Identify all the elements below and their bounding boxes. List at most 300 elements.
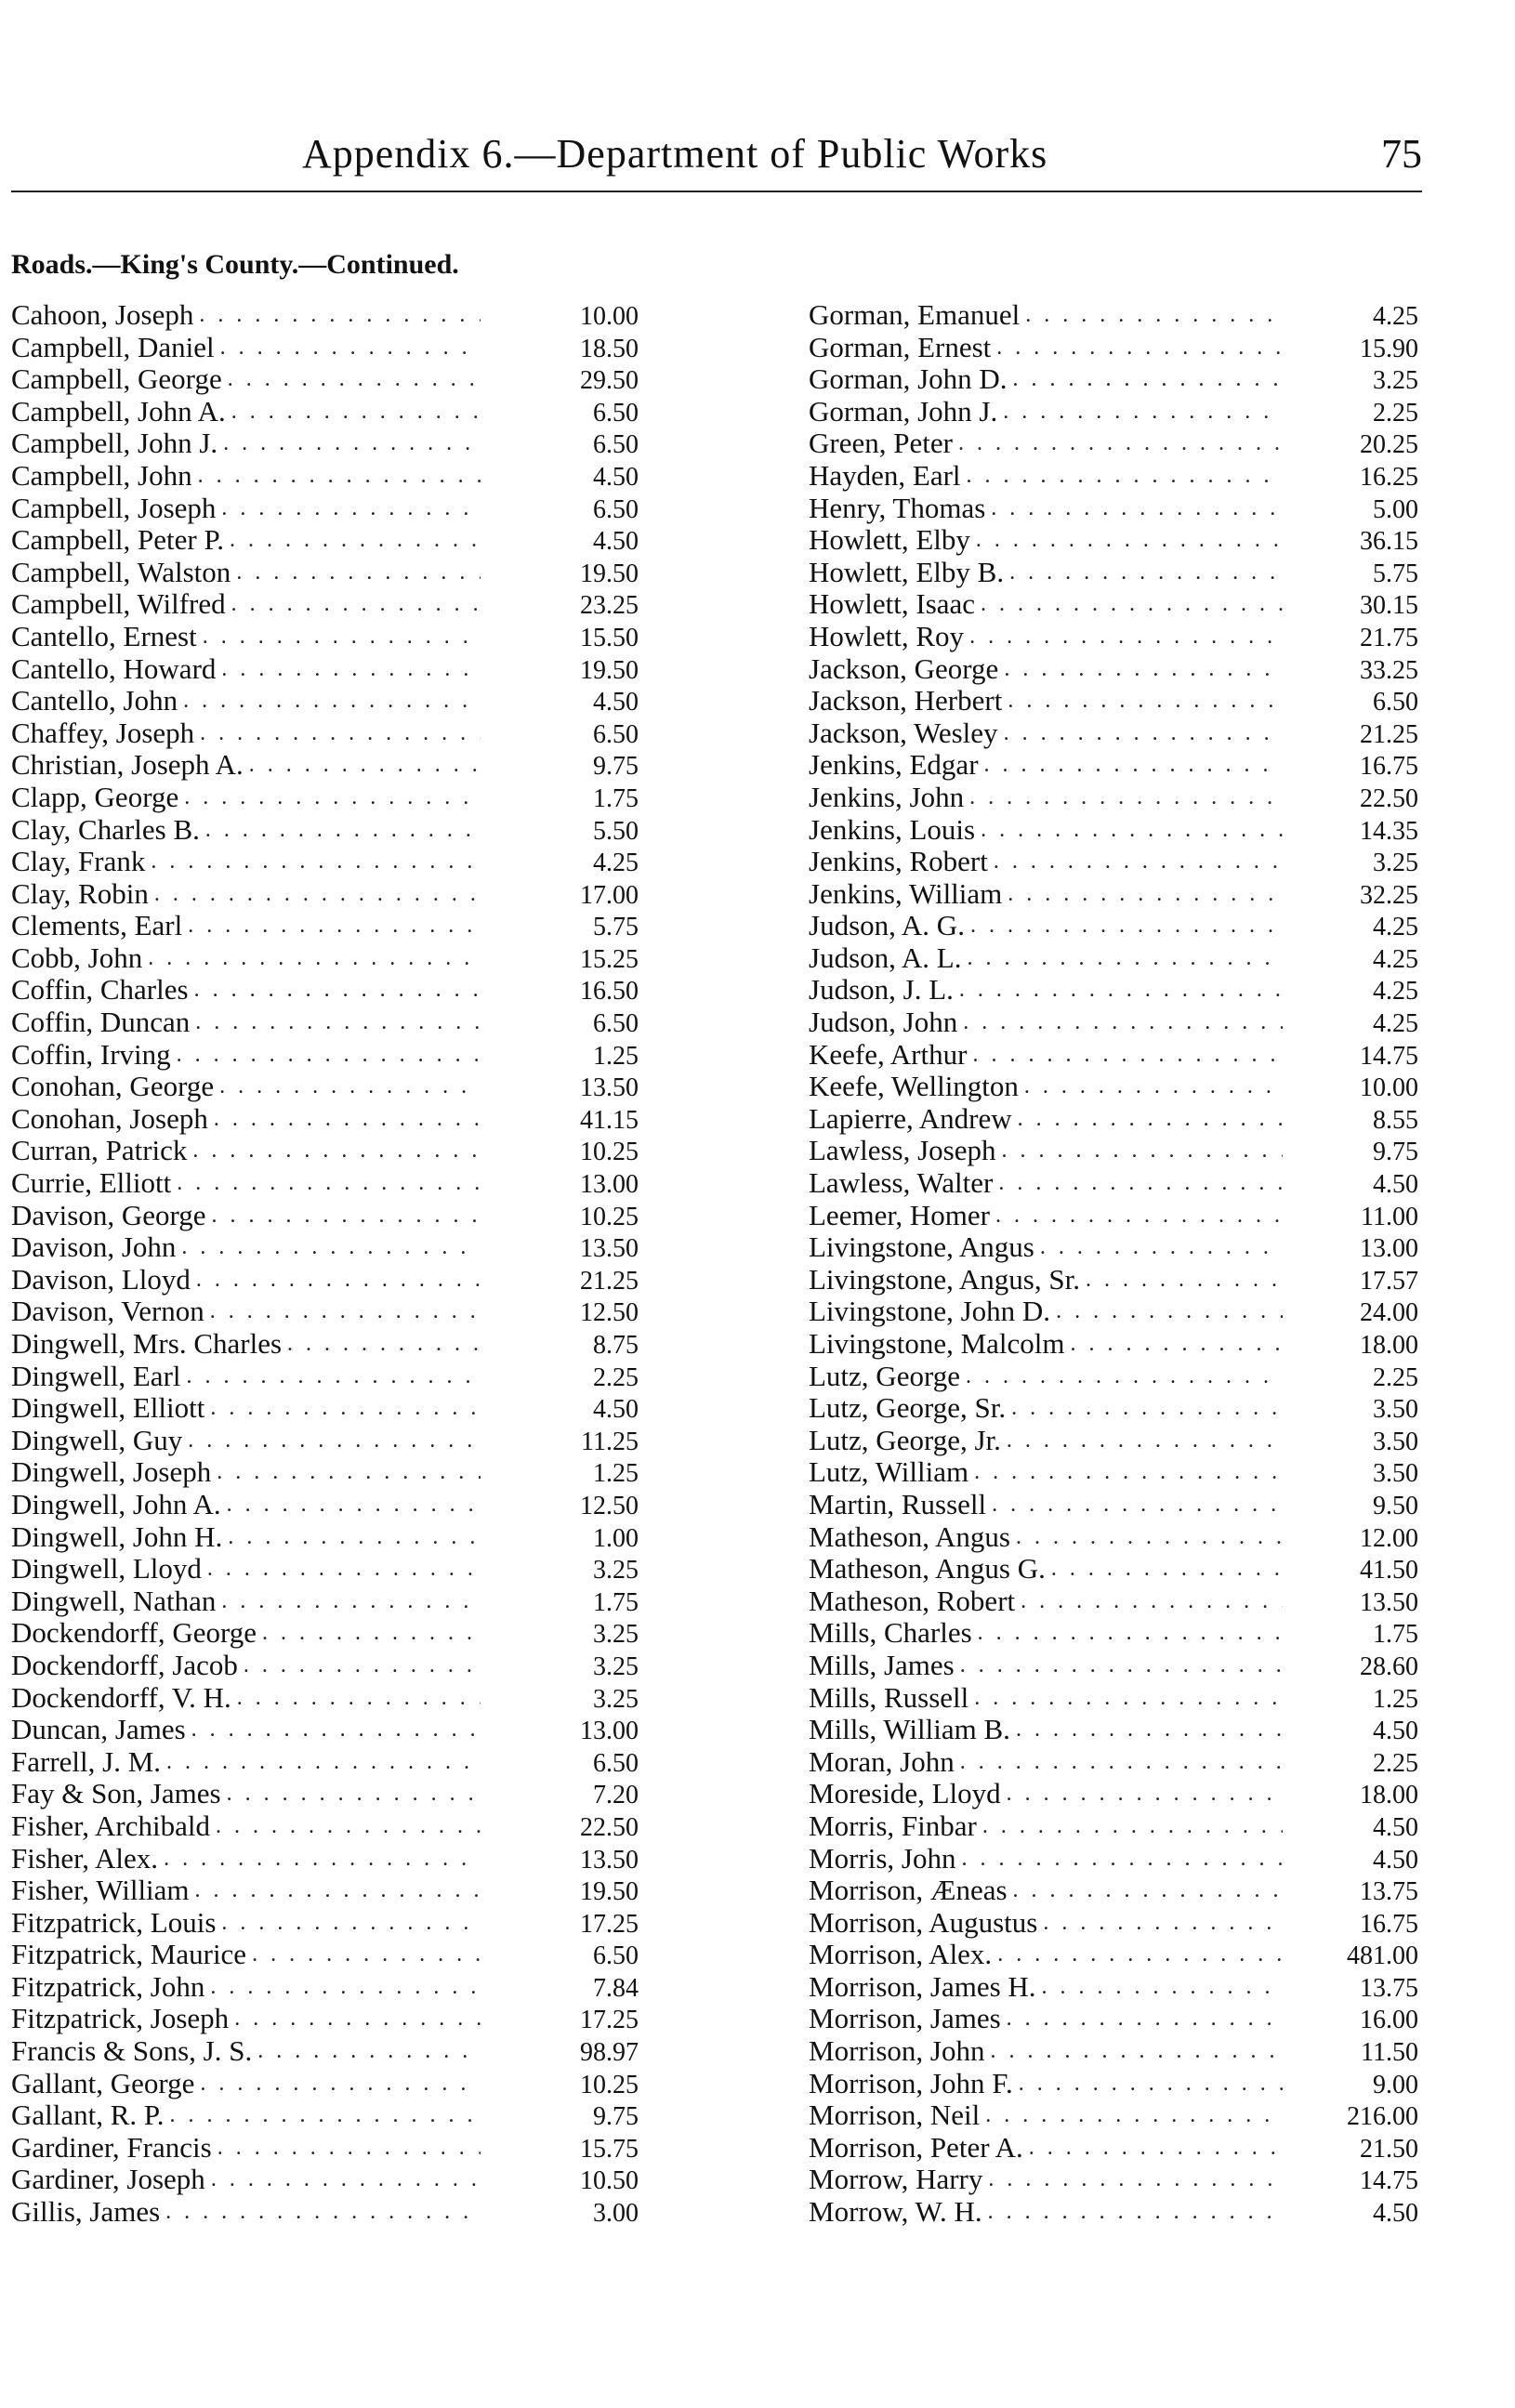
payee-name: Cobb, John — [11, 941, 143, 974]
list-item — [809, 1714, 1418, 1746]
payee-name: Coffin, Duncan — [11, 1006, 191, 1039]
payment-amount: 18.50 — [580, 334, 639, 363]
payment-amount: 41.15 — [580, 1105, 639, 1135]
name-leader — [809, 1296, 1283, 1328]
list-item — [11, 717, 643, 750]
dot-leader — [287, 1328, 481, 1361]
name-leader — [11, 717, 481, 750]
list-item — [809, 1907, 1418, 1940]
payee-name: Moreside, Lloyd — [809, 1777, 1001, 1810]
payment-amount: 16.00 — [1360, 2006, 1418, 2035]
payment-amount: 1.00 — [593, 1523, 639, 1553]
payment-amount: 15.75 — [580, 2134, 639, 2164]
payee-name: Gallant, R. P. — [11, 2099, 165, 2132]
payment-amount: 17.00 — [580, 880, 639, 910]
payee-name: Campbell, Joseph — [11, 491, 217, 524]
dot-leader — [244, 1650, 481, 1682]
dot-leader — [984, 749, 1283, 782]
name-leader — [809, 910, 1283, 942]
name-leader — [809, 1328, 1283, 1361]
payment-amount: 9.75 — [1373, 1138, 1418, 1167]
payee-name: Green, Peter — [809, 427, 953, 460]
list-item — [11, 910, 643, 942]
payee-name: Howlett, Roy — [809, 619, 965, 652]
list-item — [11, 1167, 643, 1200]
payment-amount: 5.75 — [593, 913, 639, 942]
payee-name: Keefe, Wellington — [809, 1070, 1019, 1103]
dot-leader — [1016, 1521, 1283, 1554]
dot-leader — [1056, 1296, 1283, 1328]
dot-leader — [997, 1939, 1283, 1971]
dot-leader — [219, 1071, 481, 1103]
payment-amount: 9.75 — [593, 752, 639, 782]
list-item — [809, 2164, 1418, 2196]
payment-amount: 4.50 — [593, 688, 639, 717]
payee-name: Davison, John — [11, 1230, 177, 1264]
dot-leader — [228, 1521, 481, 1554]
name-leader — [809, 1746, 1283, 1779]
name-leader — [809, 1200, 1283, 1232]
dot-leader — [990, 2035, 1283, 2068]
dot-leader — [257, 2035, 481, 2068]
dot-leader — [177, 1039, 481, 1072]
name-leader — [809, 653, 1283, 686]
list-item — [809, 1971, 1418, 2004]
list-item — [809, 2035, 1418, 2068]
payment-amount: 9.00 — [1373, 2070, 1418, 2099]
dot-leader — [217, 2132, 481, 2165]
payment-amount: 6.50 — [1373, 688, 1418, 717]
name-leader — [11, 1039, 481, 1072]
list-item — [11, 363, 643, 396]
name-leader — [809, 1521, 1283, 1554]
payee-name: Conohan, Joseph — [11, 1101, 208, 1135]
list-item — [11, 1231, 643, 1264]
name-leader — [809, 685, 1283, 717]
dot-leader — [217, 1456, 481, 1489]
list-item — [11, 974, 643, 1007]
dot-leader — [995, 1200, 1283, 1232]
list-item — [11, 2164, 643, 2196]
name-leader — [809, 1714, 1283, 1746]
dot-leader — [212, 1200, 481, 1232]
payment-amount: 4.25 — [1373, 977, 1418, 1007]
dot-leader — [230, 524, 481, 557]
payee-name: Moran, John — [809, 1744, 955, 1778]
name-leader — [11, 1200, 481, 1232]
payee-name: Campbell, Walston — [11, 555, 231, 588]
dot-leader — [974, 1456, 1283, 1489]
dot-leader — [196, 1264, 481, 1296]
payee-name: Mills, William B. — [809, 1713, 1010, 1746]
name-leader — [11, 1231, 481, 1264]
dot-leader — [1021, 1586, 1283, 1618]
payment-amount: 481.00 — [1347, 1941, 1418, 1971]
list-item — [809, 1231, 1418, 1264]
name-leader — [11, 621, 481, 653]
name-leader — [11, 1135, 481, 1167]
dot-leader — [231, 396, 481, 428]
name-leader — [809, 396, 1283, 428]
list-item — [809, 1746, 1418, 1779]
payee-name: Livingstone, Malcolm — [809, 1327, 1065, 1360]
name-leader — [11, 1843, 481, 1875]
dot-leader — [177, 1167, 481, 1200]
name-leader — [809, 460, 1283, 493]
list-item — [11, 2035, 643, 2068]
list-item — [11, 332, 643, 364]
name-leader — [11, 2132, 481, 2165]
name-leader — [809, 1553, 1283, 1586]
payee-name: Dingwell, Mrs. Charles — [11, 1327, 283, 1360]
payee-name: Gallant, George — [11, 2066, 195, 2099]
dot-leader — [958, 428, 1283, 460]
list-item — [11, 1456, 643, 1489]
name-leader — [809, 1875, 1283, 1907]
name-leader — [809, 621, 1283, 653]
dot-leader — [1016, 1714, 1283, 1746]
list-item — [11, 588, 643, 621]
section-title: Roads.—King's County.—Continued. — [11, 249, 459, 280]
payment-amount: 4.50 — [593, 1395, 639, 1425]
name-leader — [11, 685, 481, 717]
payee-name: Cantello, John — [11, 684, 178, 717]
name-leader — [11, 2068, 481, 2100]
name-leader — [809, 2099, 1283, 2132]
name-leader — [11, 1875, 481, 1907]
payment-amount: 11.25 — [581, 1427, 639, 1456]
dot-leader — [970, 910, 1283, 942]
list-item — [11, 1553, 643, 1586]
name-leader — [809, 1939, 1283, 1971]
name-leader — [11, 1167, 481, 1200]
payee-name: Livingstone, Angus, Sr. — [809, 1262, 1080, 1296]
payee-name: Gorman, John D. — [809, 362, 1008, 396]
payee-name: Campbell, John A. — [11, 394, 226, 428]
payee-name: Morrison, Peter A. — [809, 2130, 1023, 2164]
dot-leader — [203, 621, 481, 653]
payment-amount: 20.25 — [1360, 430, 1418, 460]
payment-amount: 1.75 — [1373, 1620, 1418, 1650]
payee-name: Gorman, Emanuel — [809, 298, 1021, 331]
dot-leader — [1042, 1971, 1283, 2004]
list-item — [11, 557, 643, 589]
list-item — [809, 1875, 1418, 1907]
payment-amount: 1.25 — [593, 1459, 639, 1489]
payee-name: Martin, Russell — [809, 1487, 987, 1520]
dot-leader — [154, 878, 481, 911]
name-leader — [11, 846, 481, 878]
payment-amount: 9.50 — [1373, 1491, 1418, 1520]
payment-amount: 8.75 — [593, 1331, 639, 1360]
dot-leader — [195, 1875, 481, 1907]
name-leader — [11, 524, 481, 557]
payment-amount: 98.97 — [580, 2038, 639, 2068]
list-item — [809, 1521, 1418, 1554]
dot-leader — [216, 1810, 481, 1843]
payee-name: Howlett, Elby B. — [809, 555, 1005, 588]
name-leader — [809, 1682, 1283, 1715]
name-leader — [11, 557, 481, 589]
payment-amount: 12.00 — [1360, 1523, 1418, 1553]
list-item — [11, 2196, 643, 2229]
list-item — [809, 974, 1418, 1007]
name-leader — [11, 1553, 481, 1586]
payee-name: Dingwell, Earl — [11, 1359, 181, 1392]
name-leader — [809, 1778, 1283, 1810]
dot-leader — [237, 1682, 481, 1715]
list-item — [809, 1489, 1418, 1521]
list-item — [11, 2132, 643, 2165]
list-item — [809, 588, 1418, 621]
payee-name: Conohan, George — [11, 1070, 215, 1103]
payee-name: Lawless, Joseph — [809, 1134, 996, 1167]
payee-name: Henry, Thomas — [809, 491, 986, 524]
dot-leader — [221, 1586, 481, 1618]
payment-amount: 17.25 — [580, 1909, 639, 1939]
list-item — [11, 1007, 643, 1039]
payee-name: Clay, Charles B. — [11, 812, 200, 846]
name-leader — [809, 942, 1283, 975]
payment-amount: 12.50 — [580, 1298, 639, 1328]
payment-amount: 21.25 — [1360, 719, 1418, 749]
name-leader — [809, 1135, 1283, 1167]
payment-amount: 10.25 — [580, 1138, 639, 1167]
payment-amount: 4.25 — [1373, 1009, 1418, 1039]
payment-amount: 3.25 — [593, 1684, 639, 1714]
name-leader — [809, 1810, 1283, 1843]
list-item — [11, 1425, 643, 1457]
payment-amount: 33.25 — [1360, 655, 1418, 685]
payee-name: Fitzpatrick, Louis — [11, 1905, 217, 1939]
list-item — [809, 1843, 1418, 1875]
list-item — [809, 1586, 1418, 1618]
name-leader — [11, 1103, 481, 1136]
list-item — [11, 1714, 643, 1746]
payee-name: Fitzpatrick, Joseph — [11, 2002, 230, 2035]
list-item — [11, 846, 643, 878]
name-leader — [809, 1456, 1283, 1489]
dot-leader — [181, 1231, 481, 1264]
list-item — [809, 1103, 1418, 1136]
dot-leader — [210, 1971, 481, 2004]
dot-leader — [1007, 1425, 1283, 1457]
name-leader — [809, 1071, 1283, 1103]
payee-name: Mills, Russell — [809, 1680, 969, 1714]
dot-leader — [988, 2164, 1283, 2196]
dot-leader — [205, 814, 481, 847]
payment-amount: 10.50 — [580, 2166, 639, 2196]
name-leader — [809, 2196, 1283, 2229]
payee-name: Howlett, Elby — [809, 523, 970, 557]
payment-amount: 11.00 — [1361, 1202, 1418, 1231]
payee-name: Jackson, George — [809, 651, 999, 685]
name-leader — [809, 2035, 1283, 2068]
name-leader — [11, 2035, 481, 2068]
list-item — [809, 878, 1418, 911]
name-leader — [11, 1456, 481, 1489]
name-leader — [809, 749, 1283, 782]
list-item — [11, 2068, 643, 2100]
name-leader — [11, 1810, 481, 1843]
payee-name: Morris, Finbar — [809, 1809, 977, 1842]
dot-leader — [981, 588, 1283, 621]
name-leader — [809, 524, 1283, 557]
list-item — [809, 1778, 1418, 1810]
payee-name: Jackson, Wesley — [809, 716, 998, 749]
payee-name: Coffin, Irving — [11, 1037, 171, 1071]
dot-leader — [967, 460, 1283, 493]
list-item — [11, 1135, 643, 1167]
dot-leader — [1008, 685, 1283, 717]
dot-leader — [214, 1103, 481, 1136]
payee-name: Cantello, Ernest — [11, 619, 197, 652]
name-leader — [11, 428, 481, 460]
name-leader — [11, 588, 481, 621]
payee-name: Jenkins, Edgar — [809, 748, 979, 782]
payee-name: Judson, A. G. — [809, 909, 965, 942]
payee-name: Clay, Frank — [11, 845, 146, 878]
payment-amount: 13.50 — [580, 1845, 639, 1875]
list-item — [11, 1361, 643, 1393]
payee-name: Jenkins, John — [809, 780, 965, 813]
payee-name: Morrison, James — [809, 2002, 1001, 2035]
name-leader — [809, 493, 1283, 525]
name-leader — [11, 1521, 481, 1554]
list-item — [11, 1328, 643, 1361]
payment-amount: 24.00 — [1360, 1298, 1418, 1328]
payee-name: Clay, Robin — [11, 876, 149, 910]
payment-amount: 13.50 — [580, 1234, 639, 1264]
name-leader — [809, 1971, 1283, 2004]
list-item — [11, 1521, 643, 1554]
payee-name: Dingwell, Guy — [11, 1423, 183, 1456]
name-leader — [11, 814, 481, 847]
dot-leader — [981, 814, 1283, 847]
list-item — [809, 653, 1418, 686]
name-leader — [809, 299, 1283, 332]
dot-leader — [1019, 2068, 1283, 2100]
payee-name: Judson, John — [809, 1006, 958, 1039]
payee-name: Dingwell, John A. — [11, 1487, 221, 1520]
name-leader — [11, 1264, 481, 1296]
list-item — [11, 1617, 643, 1650]
payment-amount: 4.25 — [1373, 944, 1418, 974]
dot-leader — [234, 2003, 481, 2035]
name-leader — [809, 878, 1283, 911]
list-item — [11, 1039, 643, 1072]
list-item — [809, 1553, 1418, 1586]
dot-leader — [1003, 396, 1283, 428]
payment-amount: 13.75 — [1360, 1877, 1418, 1907]
dot-leader — [221, 1907, 481, 1940]
list-item — [809, 363, 1418, 396]
payment-amount: 11.50 — [1361, 2038, 1418, 2068]
payee-name: Morrison, John — [809, 2034, 985, 2068]
payment-amount: 21.25 — [580, 1266, 639, 1296]
dot-leader — [994, 846, 1283, 878]
payee-name: Gorman, John J. — [809, 394, 998, 428]
list-item — [11, 1682, 643, 1715]
list-item — [809, 1939, 1418, 1971]
dot-leader — [191, 1714, 481, 1746]
list-item — [11, 749, 643, 782]
payment-amount: 16.50 — [580, 977, 639, 1007]
name-leader — [809, 1650, 1283, 1682]
list-item — [809, 2003, 1418, 2035]
payee-name: Duncan, James — [11, 1713, 186, 1746]
dot-leader — [183, 685, 481, 717]
payment-amount: 216.00 — [1347, 2102, 1418, 2132]
dot-leader — [1004, 717, 1283, 750]
list-item — [11, 878, 643, 911]
list-item — [809, 557, 1418, 589]
payee-name: Farrell, J. M. — [11, 1744, 162, 1778]
name-leader — [809, 1392, 1283, 1425]
list-item — [11, 1875, 643, 1907]
name-leader — [11, 974, 481, 1007]
name-leader — [809, 2003, 1283, 2035]
dot-leader — [974, 1682, 1283, 1715]
list-item — [11, 942, 643, 975]
dot-leader — [972, 1039, 1283, 1072]
dot-leader — [960, 1650, 1283, 1682]
name-leader — [809, 814, 1283, 847]
list-item — [809, 814, 1418, 847]
payee-name: Lapierre, Andrew — [809, 1101, 1012, 1135]
payment-amount: 6.50 — [593, 1009, 639, 1039]
dot-leader — [188, 910, 481, 942]
dot-leader — [1071, 1328, 1283, 1361]
payment-amount: 2.25 — [1373, 398, 1418, 428]
dot-leader — [184, 782, 481, 814]
payee-name: Davison, Vernon — [11, 1295, 204, 1328]
list-item — [11, 1264, 643, 1296]
page-header — [0, 130, 1422, 186]
payee-name: Cahoon, Joseph — [11, 298, 194, 331]
list-item — [809, 1007, 1418, 1039]
dot-leader — [192, 1135, 481, 1167]
payee-name: Keefe, Arthur — [809, 1037, 968, 1071]
list-item — [809, 782, 1418, 814]
list-item — [11, 1586, 643, 1618]
payment-amount: 4.25 — [1373, 302, 1418, 331]
dot-leader — [1008, 878, 1283, 911]
dot-leader — [223, 428, 481, 460]
list-item — [809, 1810, 1418, 1843]
payment-amount: 10.25 — [580, 2070, 639, 2099]
payment-amount: 4.50 — [1373, 1812, 1418, 1842]
list-item — [809, 1167, 1418, 1200]
dot-leader — [966, 1361, 1283, 1393]
list-item — [809, 2099, 1418, 2132]
dot-leader — [210, 1392, 481, 1425]
payee-name: Howlett, Isaac — [809, 587, 976, 621]
payment-amount: 14.75 — [1360, 1041, 1418, 1071]
payee-name: Coffin, Charles — [11, 973, 189, 1007]
payee-name: Dockendorff, Jacob — [11, 1648, 238, 1681]
list-item — [11, 1939, 643, 1971]
dot-leader — [228, 363, 481, 396]
dot-leader — [985, 2099, 1283, 2132]
name-leader — [11, 782, 481, 814]
payment-amount: 6.50 — [593, 398, 639, 428]
list-item — [809, 493, 1418, 525]
right-column — [809, 299, 1418, 2229]
dot-leader — [959, 974, 1283, 1007]
payment-amount: 10.25 — [580, 1202, 639, 1231]
name-leader — [809, 2164, 1283, 2196]
